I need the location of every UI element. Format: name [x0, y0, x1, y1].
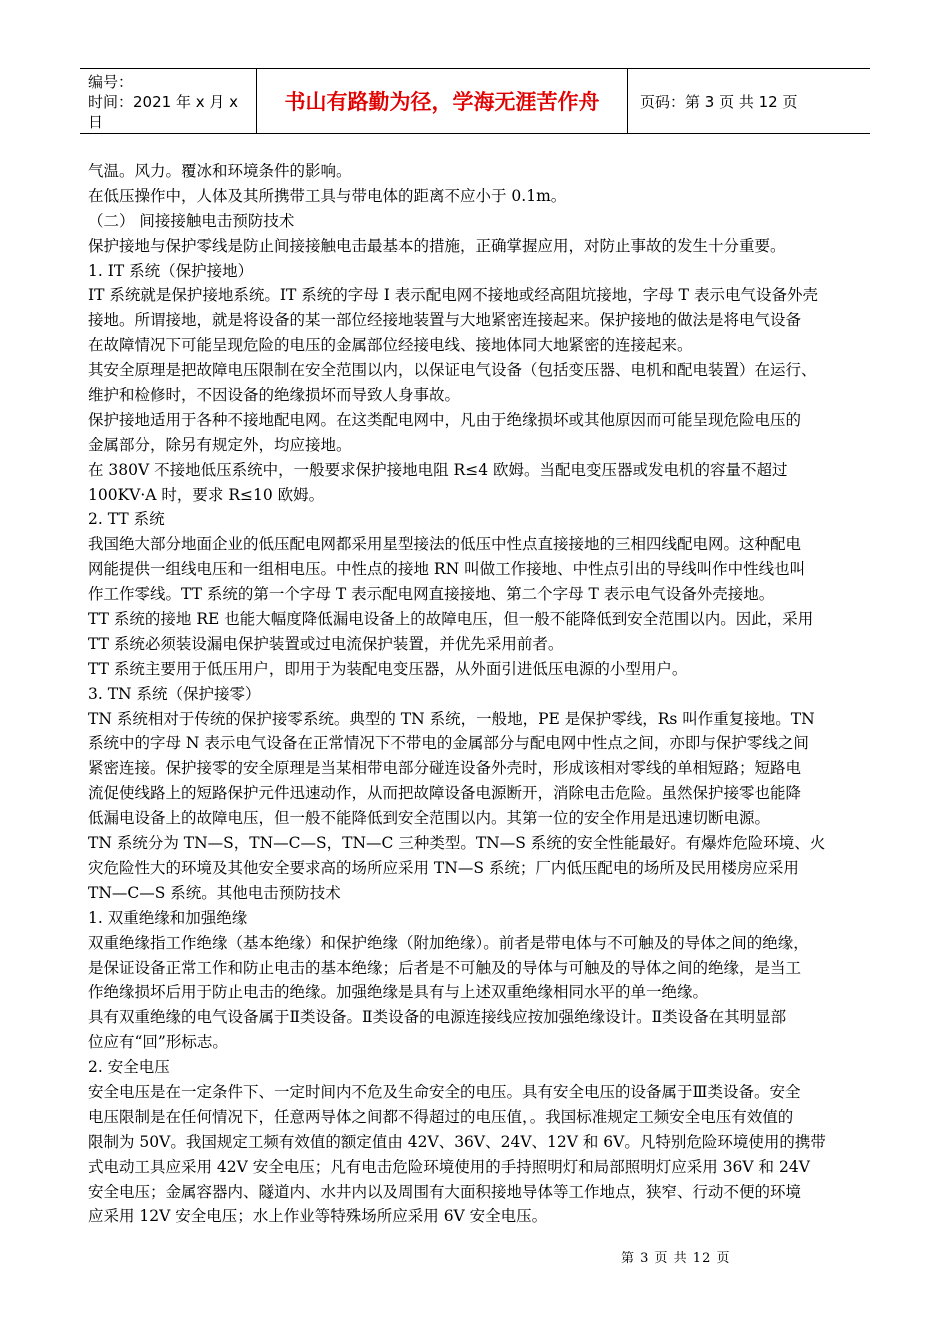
- body-text-line: 1. IT 系统（保护接地）: [88, 261, 254, 280]
- body-text-line: 100KV·A 时，要求 R≤10 欧姆。: [88, 485, 325, 504]
- body-text-line: 安全电压是在一定条件下、一定时间内不危及生命安全的电压。具有安全电压的设备属于Ⅲ类设备。安全: [88, 1082, 801, 1101]
- body-text-line: TN 系统相对于传统的保护接零系统。典型的 TN 系统，一般地，PE 是保护零线，Rs 叫作重复接地。TN: [88, 709, 815, 728]
- body-text-line: 维护和检修时，不因设备的绝缘损坏而导致人身事故。: [88, 386, 461, 405]
- body-text-line: 具有双重绝缘的电气设备属于Ⅱ类设备。Ⅱ类设备的电源连接线应按加强绝缘设计。Ⅱ类设备在其明显部: [88, 1008, 787, 1027]
- body-text-line: 我国绝大部分地面企业的低压配电网都采用星型接法的低压中性点直接接地的三相四线配电网。这种配电: [88, 535, 802, 554]
- page-header: [80, 68, 870, 134]
- body-text-line: 应采用 12V 安全电压；水上作业等特殊场所应采用 6V 安全电压。: [88, 1207, 548, 1226]
- body-text-line: IT 系统就是保护接地系统。IT 系统的字母 I 表示配电网不接地或经高阻坑接地，字母 T 表示电气设备外壳: [88, 286, 818, 305]
- header-meta: [80, 69, 256, 133]
- body-text-line: 金属部分，除另有规定外，均应接地。: [88, 435, 352, 454]
- body-text-line: TN—C—S 系统。其他电击预防技术: [88, 883, 341, 902]
- body-text-line: 安全电压；金属容器内、隧道内、水井内以及周围有大面积接地导体等工作地点，狭窄、行动不便的环境: [88, 1182, 802, 1201]
- body-text-line: 网能提供一组线电压和一组相电压。中性点的接地 RN 叫做工作接地、中性点引出的导线叫作中性线也叫: [88, 560, 806, 579]
- body-text-line: TT 系统必须装设漏电保护装置或过电流保护装置，并优先采用前者。: [88, 634, 564, 653]
- document-date-label: 时间：2021 年 x 月 x 日: [88, 93, 239, 131]
- body-text-line: 气温。风力。覆冰和环境条件的影响。: [88, 162, 352, 180]
- body-text-line: 电压限制是在任何情况下，任意两导体之间都不得超过的电压值，。我国标准规定工频安全电压有效值的: [88, 1107, 794, 1126]
- body-text-line: 在低压操作中，人体及其所携带工具与带电体的距离不应小于 0.1m。: [88, 186, 567, 205]
- body-text-line: TT 系统主要用于低压用户，即用于为装配电变压器，从外面引进低压电源的小型用户。: [88, 659, 688, 678]
- body-text-line: 其安全原理是把故障电压限制在安全范围以内，以保证电气设备（包括变压器、电机和配电装置）在运行、: [88, 361, 817, 380]
- body-text-line: （二） 间接接触电击预防技术: [88, 211, 295, 230]
- document-body: [88, 159, 868, 1229]
- body-text-line: TN 系统分为 TN—S，TN—C—S，TN—C 三种类型。TN—S 系统的安全性能最好。有爆炸危险环境、火: [88, 834, 826, 853]
- body-text-line: 是保证设备正常工作和防止电击的基本绝缘；后者是不可触及的导体与可触及的导体之间的绝缘，是当工: [88, 958, 802, 977]
- header-page-number: 页码：第 3 页 共 12 页: [640, 92, 798, 111]
- body-text-line: 2. TT 系统: [88, 510, 165, 529]
- body-text-line: 式电动工具应采用 42V 安全电压；凡有电击危险环境使用的手持照明灯和局部照明灯应采用 36V 和 24V: [88, 1157, 810, 1176]
- body-text-line: 作工作零线。TT 系统的第一个字母 T 表示配电网直接接地、第二个字母 T 表示电气设备外壳接地。: [88, 585, 775, 604]
- body-text-line: 保护接地与保护零线是防止间接接触电击最基本的措施，正确掌握应用，对防止事故的发生十分重要。: [88, 236, 786, 255]
- body-text-line: 在故障情况下可能呈现危险的电压的金属部位经接电线、接地体同大地紧密的连接起来。: [88, 336, 693, 355]
- body-text-line: TT 系统的接地 RE 也能大幅度降低漏电设备上的故障电压，但一般不能降低到安全范围以内。因此，采用: [88, 610, 814, 629]
- body-text-line: 双重绝缘指工作绝缘（基本绝缘）和保护绝缘（附加绝缘）。前者是带电体与不可触及的导体之间的绝缘，: [88, 933, 809, 952]
- body-text-line: 保护接地适用于各种不接地配电网。在这类配电网中，凡由于绝缘损坏或其他原因而可能呈现危险电压的: [88, 410, 802, 429]
- body-text-line: 接地。所谓接地，就是将设备的某一部位经接地装置与大地紧密连接起来。保护接地的做法是将电气设备: [88, 311, 802, 330]
- body-text-line: 2. 安全电压: [88, 1058, 170, 1077]
- document-number-label: 编号：: [88, 73, 134, 91]
- body-text-line: 限制为 50V。我国规定工频有效值的额定值由 42V、36V、24V、12V 和 6V。凡特别危险环境使用的携带: [88, 1132, 826, 1151]
- body-text-line: 3. TN 系统（保护接零）: [88, 684, 261, 703]
- body-text-line: 灾危险性大的环境及其他安全要求高的场所应采用 TN—S 系统；厂内低压配电的场所及民用楼房应采用: [88, 858, 799, 877]
- body-text-line: 紧密连接。保护接零的安全原理是当某相带电部分碰连设备外壳时，形成该相对零线的单相短路；短路电: [88, 759, 802, 778]
- body-text-line: 流促使线路上的短路保护元件迅速动作，从而把故障设备电源断开，消除电击危险。虽然保护接零也能降: [88, 784, 802, 803]
- body-text-line: 低漏电设备上的故障电压，但一般不能降低到安全范围以内。其第一位的安全作用是迅速切断电源。: [88, 809, 771, 828]
- header-motto: 书山有路勤为径，学海无涯苦作舟: [256, 69, 628, 133]
- body-text-line: 位应有“回”形标志。: [88, 1033, 228, 1052]
- page-footer: 第 3 页 共 12 页: [621, 1251, 731, 1266]
- body-text-line: 在 380V 不接地低压系统中，一般要求保护接地电阻 R≤4 欧姆。当配电变压器或发电机的容量不超过: [88, 460, 788, 479]
- body-text-line: 1. 双重绝缘和加强绝缘: [88, 908, 248, 927]
- body-text-line: 系统中的字母 N 表示电气设备在正常情况下不带电的金属部分与配电网中性点之间，亦即与保护零线之间: [88, 734, 809, 753]
- body-text-line: 作绝缘损坏后用于防止电击的绝缘。加强绝缘是具有与上述双重绝缘相同水平的单一绝缘。: [88, 983, 709, 1002]
